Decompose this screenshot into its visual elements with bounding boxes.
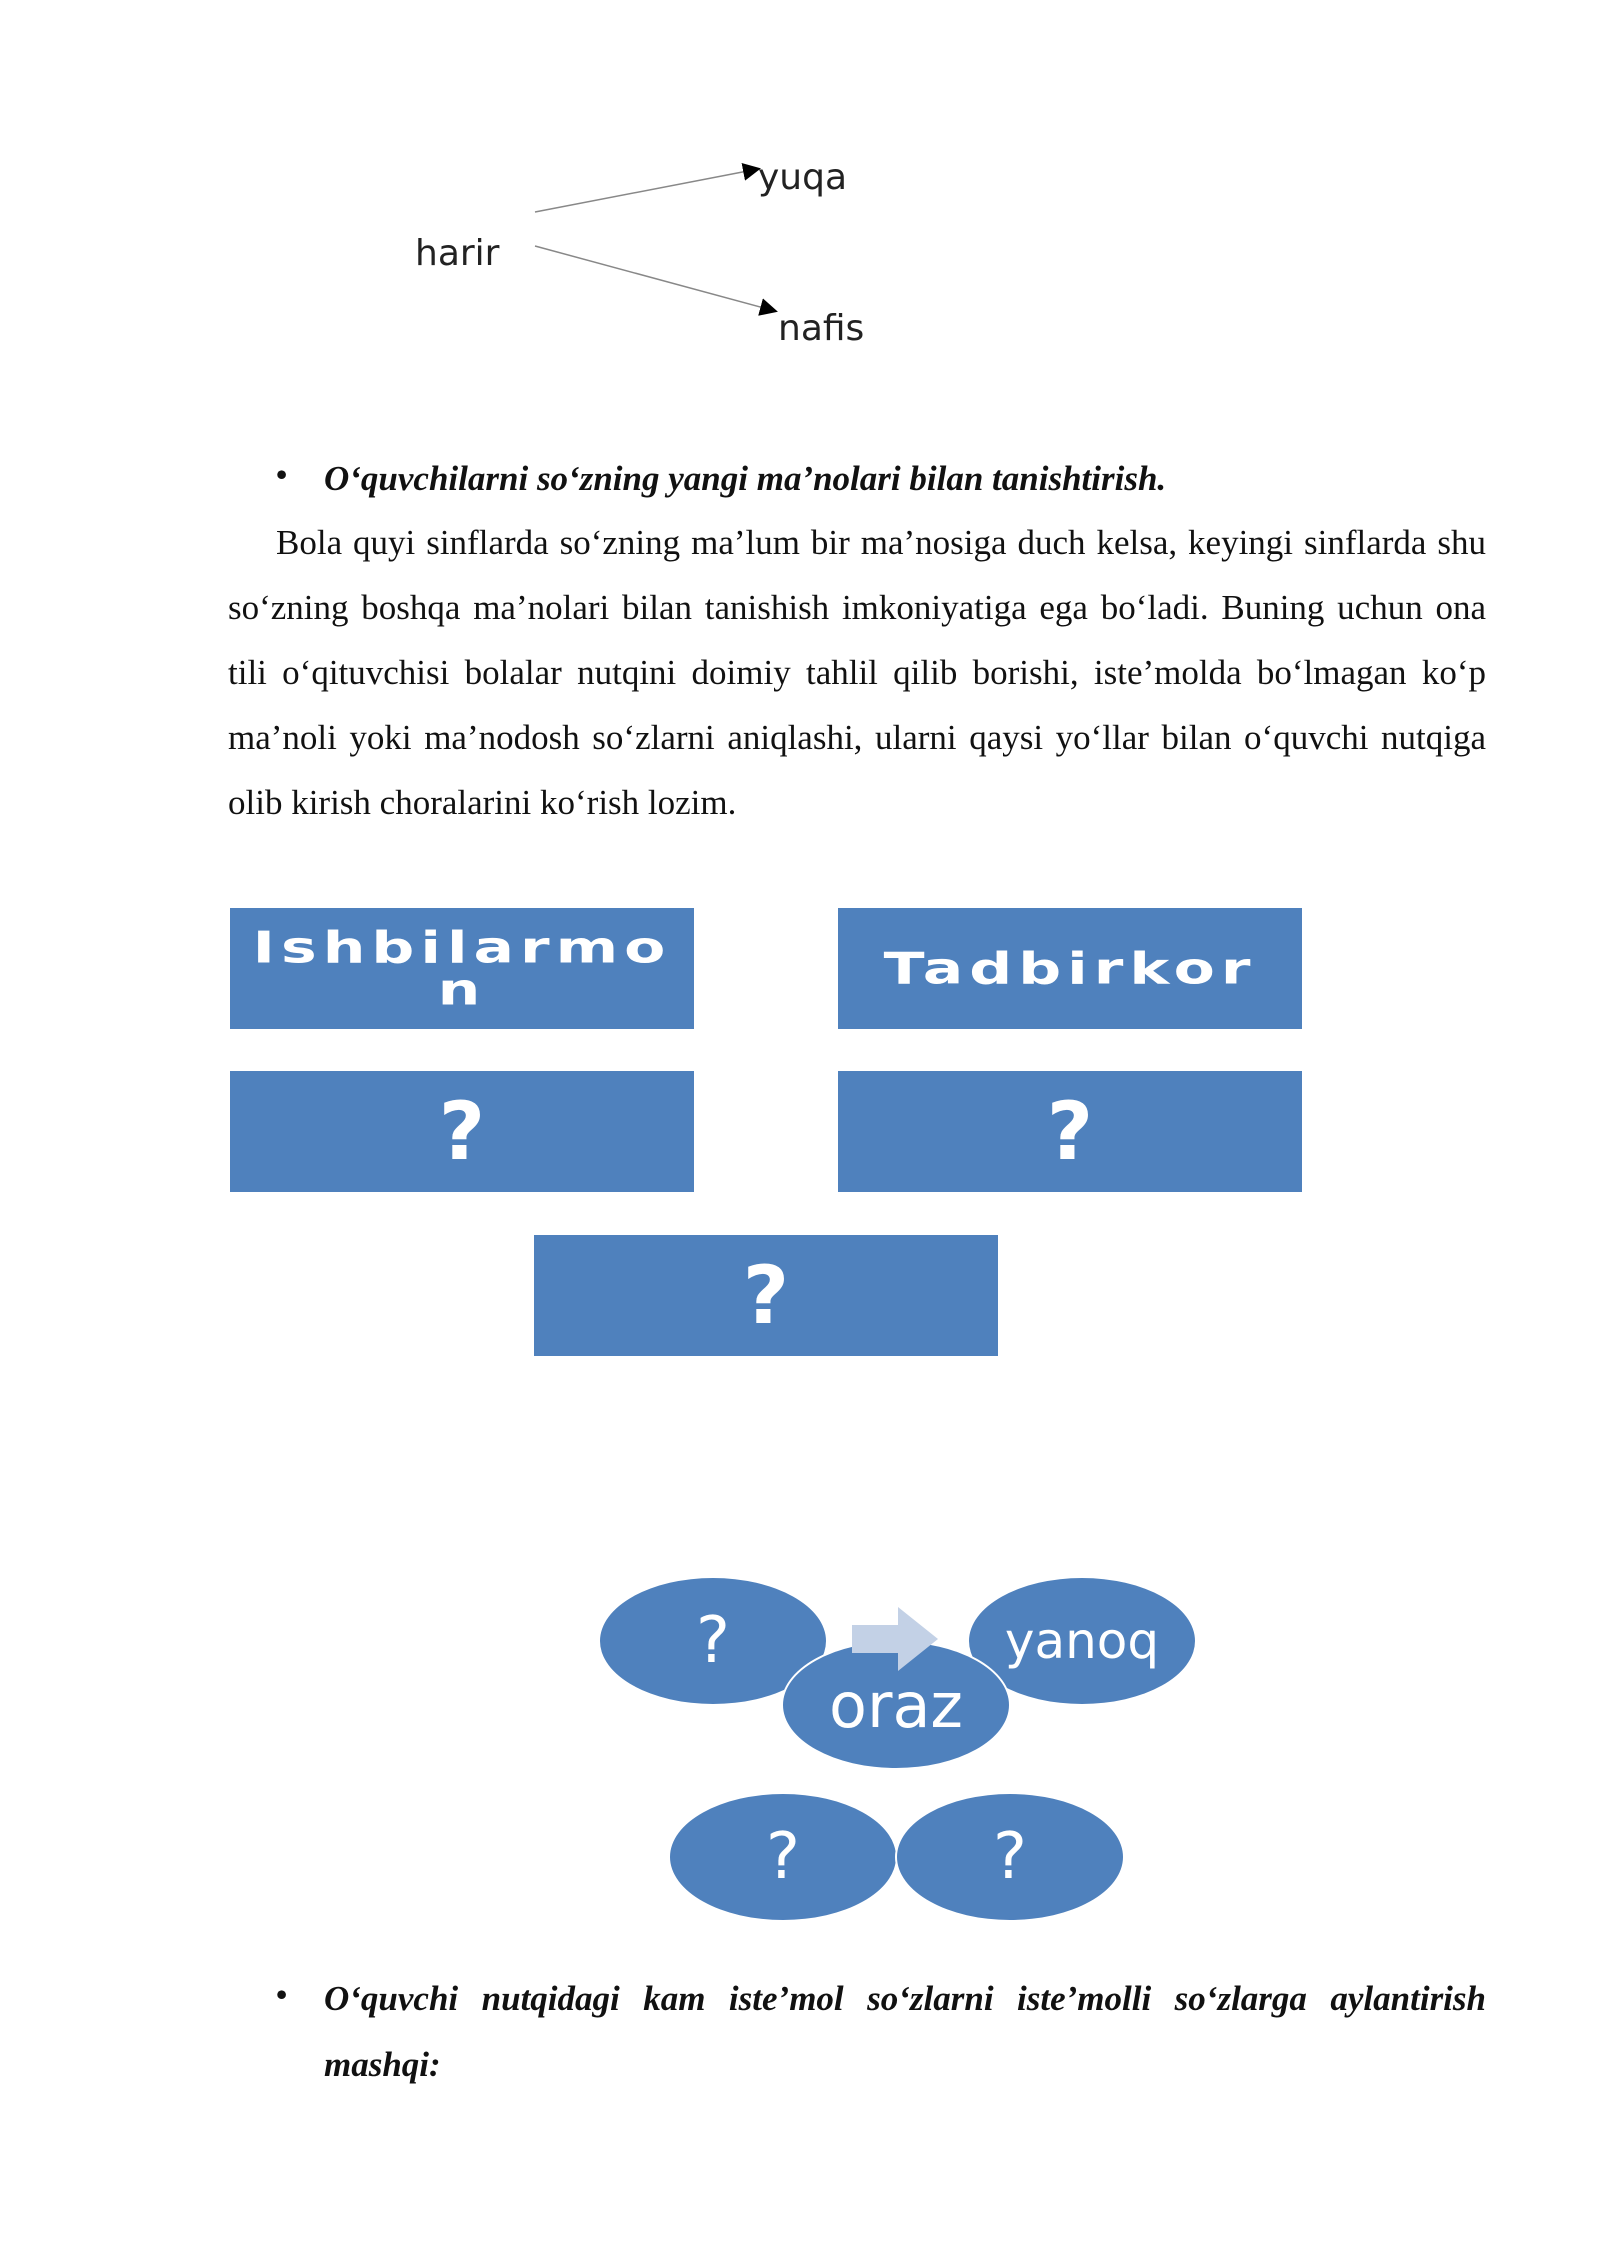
box-question-3 (534, 1235, 998, 1356)
ellipse-bottom-left (668, 1792, 898, 1922)
center-word: harir (415, 233, 500, 274)
box-question-2 (838, 1071, 1302, 1192)
arrow-to-top-word (535, 169, 758, 212)
ellipse-label: yanoq (1004, 1612, 1160, 1670)
ellipse-label: ? (766, 1820, 800, 1894)
question-mark: ? (438, 1085, 486, 1178)
ellipse-bottom-right (895, 1792, 1125, 1922)
paragraph-text: Bola quyi sinflarda so‘zning ma’lum bir ma’nosiga duch kelsa, keyingi sinflarda shu so‘zning boshqa ma’nolari bilan tanishish imkoniyatiga ega bo‘ladi. Buning uchun ona tili o‘qituvchisi bolalar nutqini doimiy tahlil qilib borishi, iste’molda bo‘lmagan ko‘p ma’noli yoki ma’nodosh so‘zlarni aniqlashi, ularni qaysi yo‘llar bilan o‘quvchi nutqiga olib kirish choralarini ko‘rish lozim. (228, 523, 1486, 822)
bullet-heading-1 (276, 446, 1486, 512)
bullet-text-line-2: mashqi: (324, 2045, 441, 2084)
bottom-word: nafis (778, 308, 865, 349)
box-ishbilarmon (230, 908, 694, 1029)
question-mark: ? (742, 1249, 790, 1342)
bullet-marker: • (276, 456, 288, 492)
question-mark: ? (1046, 1085, 1094, 1178)
bullet-text: O‘quvchilarni so‘zning yangi ma’nolari bilan tanishtirish. (324, 459, 1167, 498)
body-paragraph (228, 510, 1486, 835)
box-label: Tadbirkor (883, 943, 1257, 994)
box-question-1 (230, 1071, 694, 1192)
arrow-to-bottom-word (535, 246, 775, 311)
ellipse-label: ? (696, 1604, 730, 1678)
bullet-text-line-1: O‘quvchi nutqidagi kam iste’mol so‘zlarni iste’molli so‘zlarga aylantirish (324, 1979, 1486, 2018)
bullet-marker: • (276, 1976, 288, 2012)
ellipse-label: oraz (829, 1668, 963, 1742)
box-tadbirkor (838, 908, 1302, 1029)
ellipse-label: ? (993, 1820, 1027, 1894)
box-label: Ishbilarmon (252, 922, 672, 1015)
top-word: yuqa (758, 157, 848, 198)
bullet-heading-2 (276, 1966, 1486, 2098)
right-arrow-icon (852, 1607, 938, 1671)
